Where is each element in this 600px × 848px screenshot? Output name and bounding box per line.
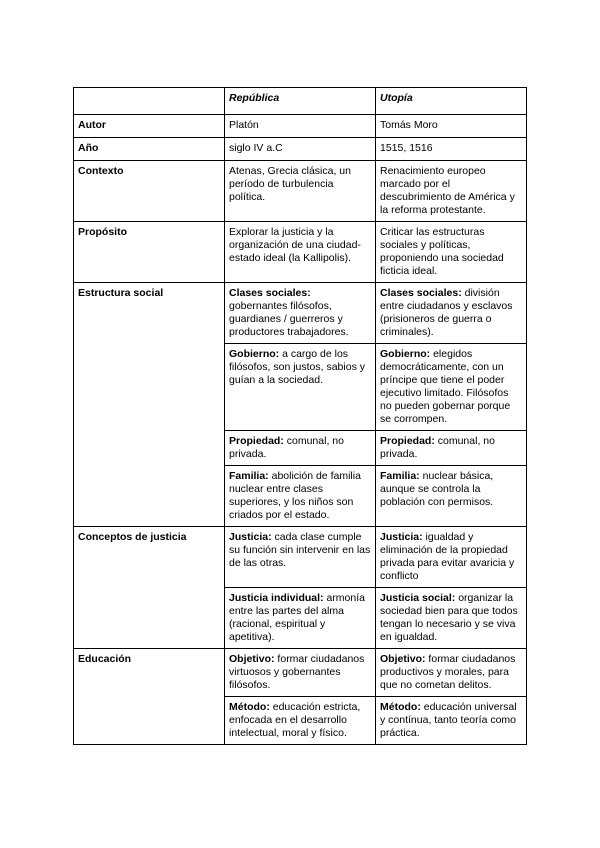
cell-republica xyxy=(225,344,376,431)
cell-utopia: Renacimiento europeo marcado por el descubrimiento de América y la reforma protestante. xyxy=(376,161,527,222)
cell-text: división entre ciudadanos y esclavos (prisioneros de guerra o criminales). xyxy=(380,287,513,338)
cell-key: Clases sociales: xyxy=(380,287,462,299)
cell-key: Propiedad: xyxy=(229,435,284,447)
cell-utopia xyxy=(376,466,527,527)
cell-utopia xyxy=(376,697,527,745)
row-estructura-clases xyxy=(74,283,527,344)
cell-key: Justicia: xyxy=(380,531,423,543)
cell-republica xyxy=(225,527,376,588)
cell-republica xyxy=(225,697,376,745)
row-label: Propósito xyxy=(74,222,225,283)
cell-text: elegidos democráticamente, con un príncipe que tiene el poder ejecutivo limitado. Filósofos no pueden gobernar porque se corrompen. xyxy=(380,348,511,425)
cell-key: Método: xyxy=(380,701,421,713)
cell-key: Objetivo: xyxy=(380,653,426,665)
cell-key: Objetivo: xyxy=(229,653,275,665)
cell-key: Justicia individual: xyxy=(229,592,324,604)
cell-text: a cargo de los filósofos, son justos, sabios y guían a la sociedad. xyxy=(229,348,365,386)
cell-utopia: Criticar las estructuras sociales y políticas, proponiendo una sociedad ficticia ideal. xyxy=(376,222,527,283)
cell-key: Método: xyxy=(229,701,270,713)
row-anio xyxy=(74,138,527,161)
cell-text: armonía entre las partes del alma (racional, espiritual y apetitiva). xyxy=(229,592,365,643)
cell-key: Gobierno: xyxy=(229,348,280,360)
cell-utopia xyxy=(376,588,527,649)
cell-republica xyxy=(225,466,376,527)
cell-text: igualdad y eliminación de la propiedad privada para evitar avaricia y conflicto xyxy=(380,531,515,582)
row-contexto xyxy=(74,161,527,222)
row-label: Año xyxy=(74,138,225,161)
cell-key: Familia: xyxy=(380,470,420,482)
cell-republica xyxy=(225,431,376,466)
cell-text: organizar la sociedad bien para que todos tengan lo necesario y se viva en igualdad. xyxy=(380,592,518,643)
cell-republica xyxy=(225,588,376,649)
row-label: Educación xyxy=(74,649,225,745)
row-label: Conceptos de justicia xyxy=(74,527,225,649)
row-label: Contexto xyxy=(74,161,225,222)
cell-text: cada clase cumple su función sin intervenir en las de las otras. xyxy=(229,531,371,569)
cell-utopia: 1515, 1516 xyxy=(376,138,527,161)
header-empty-cell xyxy=(74,88,225,115)
cell-utopia xyxy=(376,431,527,466)
cell-text: educación estricta, enfocada en el desarrollo intelectual, moral y físico. xyxy=(229,701,361,739)
cell-text: comunal, no privada. xyxy=(229,435,344,460)
cell-republica: Explorar la justicia y la organización de una ciudad-estado ideal (la Kallipolis). xyxy=(225,222,376,283)
header-utopia: Utopía xyxy=(376,88,527,115)
cell-utopia xyxy=(376,649,527,697)
cell-text: abolición de familia nuclear entre clases superiores, y los niños son criados por el estado. xyxy=(229,470,361,521)
cell-key: Clases sociales: xyxy=(229,287,311,299)
cell-republica xyxy=(225,283,376,344)
header-row xyxy=(74,88,527,115)
row-justicia-general xyxy=(74,527,527,588)
cell-utopia xyxy=(376,344,527,431)
row-label: Autor xyxy=(74,115,225,138)
comparison-table xyxy=(73,87,527,745)
row-educacion-objetivo xyxy=(74,649,527,697)
cell-utopia xyxy=(376,527,527,588)
header-republica: República xyxy=(225,88,376,115)
row-autor xyxy=(74,115,527,138)
cell-key: Familia: xyxy=(229,470,269,482)
cell-text: formar ciudadanos productivos y morales, para que no cometan delitos. xyxy=(380,653,516,691)
cell-key: Propiedad: xyxy=(380,435,435,447)
row-proposito xyxy=(74,222,527,283)
cell-text: gobernantes filósofos, guardianes / guerreros y productores trabajadores. xyxy=(229,300,349,338)
row-label: Estructura social xyxy=(74,283,225,527)
cell-utopia xyxy=(376,283,527,344)
cell-republica: Atenas, Grecia clásica, un período de turbulencia política. xyxy=(225,161,376,222)
cell-key: Gobierno: xyxy=(380,348,431,360)
cell-text: formar ciudadanos virtuosos y gobernantes filósofos. xyxy=(229,653,365,691)
cell-key: Justicia social: xyxy=(380,592,456,604)
cell-republica xyxy=(225,649,376,697)
cell-text: nuclear básica, aunque se controla la población con permisos. xyxy=(380,470,494,508)
cell-text: comunal, no privada. xyxy=(380,435,495,460)
cell-utopia: Tomás Moro xyxy=(376,115,527,138)
cell-key: Justicia: xyxy=(229,531,272,543)
cell-text: educación universal y contínua, tanto teoría como práctica. xyxy=(380,701,517,739)
cell-republica: Platón xyxy=(225,115,376,138)
cell-republica: siglo IV a.C xyxy=(225,138,376,161)
